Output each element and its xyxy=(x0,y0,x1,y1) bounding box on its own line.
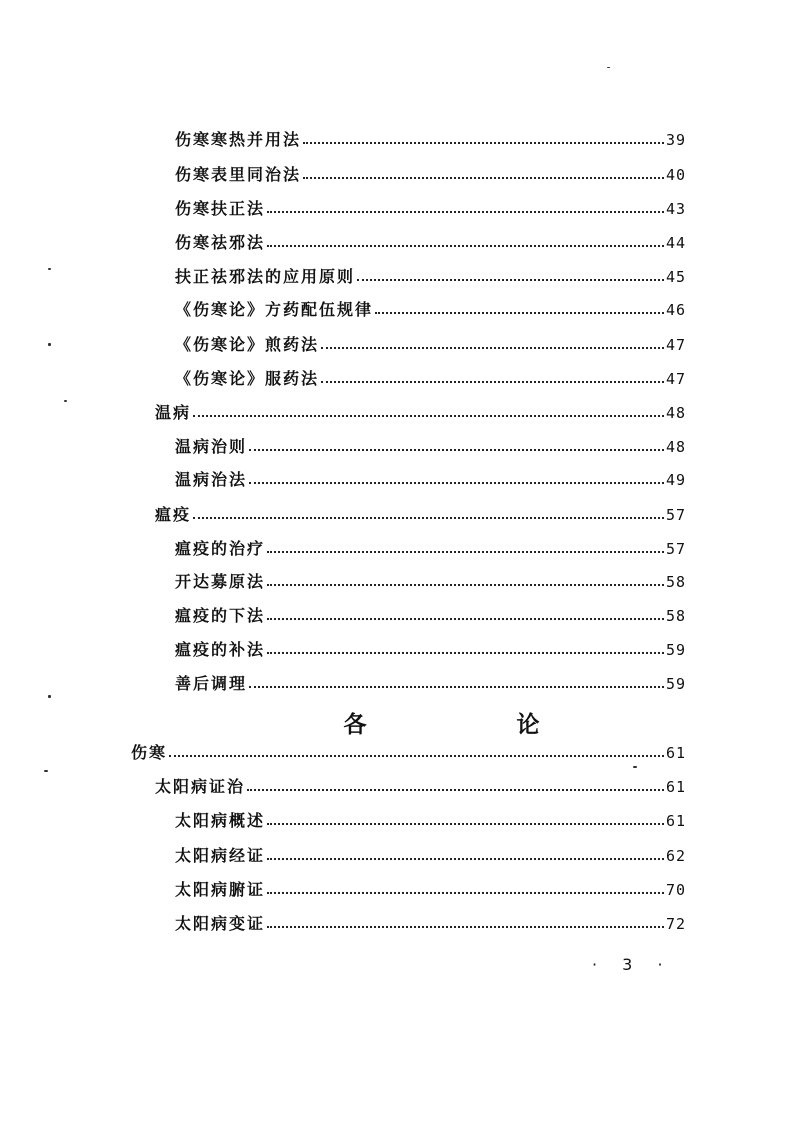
toc-row[interactable] xyxy=(175,334,686,356)
toc-row[interactable] xyxy=(131,742,686,764)
toc-page-number: 39 xyxy=(665,131,686,149)
toc-page-number: 44 xyxy=(665,234,686,252)
leader-dots xyxy=(267,211,664,213)
toc-row[interactable] xyxy=(175,164,686,186)
toc-page-number: 58 xyxy=(665,607,686,625)
toc-entry-title: 温病 xyxy=(155,403,192,422)
toc-page-number: 46 xyxy=(665,301,686,319)
toc-page-number: 61 xyxy=(665,812,686,830)
toc-row[interactable] xyxy=(175,605,686,627)
toc-row[interactable] xyxy=(175,673,686,695)
toc-entry-title: 瘟疫的下法 xyxy=(175,606,266,625)
toc-row[interactable] xyxy=(175,368,686,390)
toc-entry-title: 《伤寒论》方药配伍规律 xyxy=(175,300,374,319)
toc-row[interactable] xyxy=(175,198,686,220)
scan-speck xyxy=(44,770,48,772)
toc-entry-title: 瘟疫 xyxy=(155,505,192,524)
leader-dots xyxy=(267,551,664,553)
toc-page-number: 58 xyxy=(665,573,686,591)
toc-row[interactable] xyxy=(155,402,686,424)
toc-row[interactable] xyxy=(175,913,686,935)
toc-entry-title: 太阳病变证 xyxy=(175,914,266,933)
leader-dots xyxy=(267,926,664,928)
toc-entry-title: 伤寒寒热并用法 xyxy=(175,130,302,149)
scan-speck xyxy=(48,695,51,698)
leader-dots xyxy=(267,245,664,247)
toc-page-number: 72 xyxy=(665,915,686,933)
toc-page-number: 59 xyxy=(665,675,686,693)
toc-row[interactable] xyxy=(175,232,686,254)
toc-row[interactable] xyxy=(175,810,686,832)
leader-dots xyxy=(267,858,664,860)
toc-page-number: 57 xyxy=(665,506,686,524)
toc-entry-title: 瘟疫的补法 xyxy=(175,640,266,659)
toc-page-number: 61 xyxy=(665,778,686,796)
toc-page-number: 48 xyxy=(665,438,686,456)
scan-speck xyxy=(64,400,67,402)
leader-dots xyxy=(267,823,664,825)
scan-speck xyxy=(48,268,51,270)
toc-row[interactable] xyxy=(175,129,686,151)
leader-dots xyxy=(267,652,664,654)
toc-entry-title: 《伤寒论》煎药法 xyxy=(175,335,320,354)
leader-dots xyxy=(193,415,664,417)
toc-row[interactable] xyxy=(175,845,686,867)
toc-page-number: 57 xyxy=(665,540,686,558)
toc-entry-title: 太阳病证治 xyxy=(155,777,246,796)
leader-dots xyxy=(267,892,664,894)
toc-entry-title: 伤寒祛邪法 xyxy=(175,233,266,252)
toc-row[interactable] xyxy=(175,538,686,560)
toc-row[interactable] xyxy=(175,469,686,491)
toc-row[interactable] xyxy=(175,879,686,901)
toc-row[interactable] xyxy=(175,639,686,661)
toc-entry-title: 《伤寒论》服药法 xyxy=(175,369,320,388)
toc-entry-title: 温病治则 xyxy=(175,437,248,456)
toc-page-number: 47 xyxy=(665,370,686,388)
toc-entry-title: 开达募原法 xyxy=(175,572,266,591)
toc-page-number: 40 xyxy=(665,166,686,184)
leader-dots xyxy=(303,177,664,179)
toc-page-number: 61 xyxy=(665,744,686,762)
toc-entry-title: 伤寒表里同治法 xyxy=(175,165,302,184)
section-heading-right: 论 xyxy=(516,711,540,738)
toc-page-number: 49 xyxy=(665,471,686,489)
toc-entry-title: 善后调理 xyxy=(175,674,248,693)
toc-entry-title: 伤寒扶正法 xyxy=(175,199,266,218)
leader-dots xyxy=(357,279,664,281)
toc-page-number: 70 xyxy=(665,881,686,899)
scan-speck xyxy=(633,766,637,768)
toc-entry-title: 瘟疫的治疗 xyxy=(175,539,266,558)
toc-page-number: 43 xyxy=(665,200,686,218)
leader-dots xyxy=(249,686,664,688)
toc-page-number: 62 xyxy=(665,847,686,865)
leader-dots xyxy=(169,755,664,757)
toc-entry-title: 扶正祛邪法的应用原则 xyxy=(175,267,356,286)
leader-dots xyxy=(267,584,664,586)
leader-dots xyxy=(247,789,664,791)
toc-page-number: 59 xyxy=(665,641,686,659)
section-heading-left: 各 xyxy=(343,711,367,738)
leader-dots xyxy=(249,482,664,484)
page-number: · 3 · xyxy=(592,955,673,974)
leader-dots xyxy=(321,347,664,349)
leader-dots xyxy=(321,381,664,383)
toc-page-number: 47 xyxy=(665,336,686,354)
leader-dots xyxy=(375,312,664,314)
toc-row[interactable] xyxy=(175,571,686,593)
toc-entry-title: 太阳病概述 xyxy=(175,811,266,830)
toc-entry-title: 太阳病经证 xyxy=(175,846,266,865)
toc-row[interactable] xyxy=(155,504,686,526)
section-heading xyxy=(0,706,793,739)
toc-page-number: 48 xyxy=(665,404,686,422)
toc-row[interactable] xyxy=(175,436,686,458)
scan-speck xyxy=(48,343,51,346)
toc-row[interactable] xyxy=(155,776,686,798)
toc-entry-title: 伤寒 xyxy=(131,743,168,762)
toc-entry-title: 温病治法 xyxy=(175,470,248,489)
toc-row[interactable] xyxy=(175,299,686,321)
toc-row[interactable] xyxy=(175,266,686,288)
leader-dots xyxy=(267,618,664,620)
scan-speck xyxy=(607,67,610,68)
leader-dots xyxy=(249,449,664,451)
leader-dots xyxy=(193,517,664,519)
leader-dots xyxy=(303,142,664,144)
toc-page-number: 45 xyxy=(665,268,686,286)
toc-entry-title: 太阳病腑证 xyxy=(175,880,266,899)
